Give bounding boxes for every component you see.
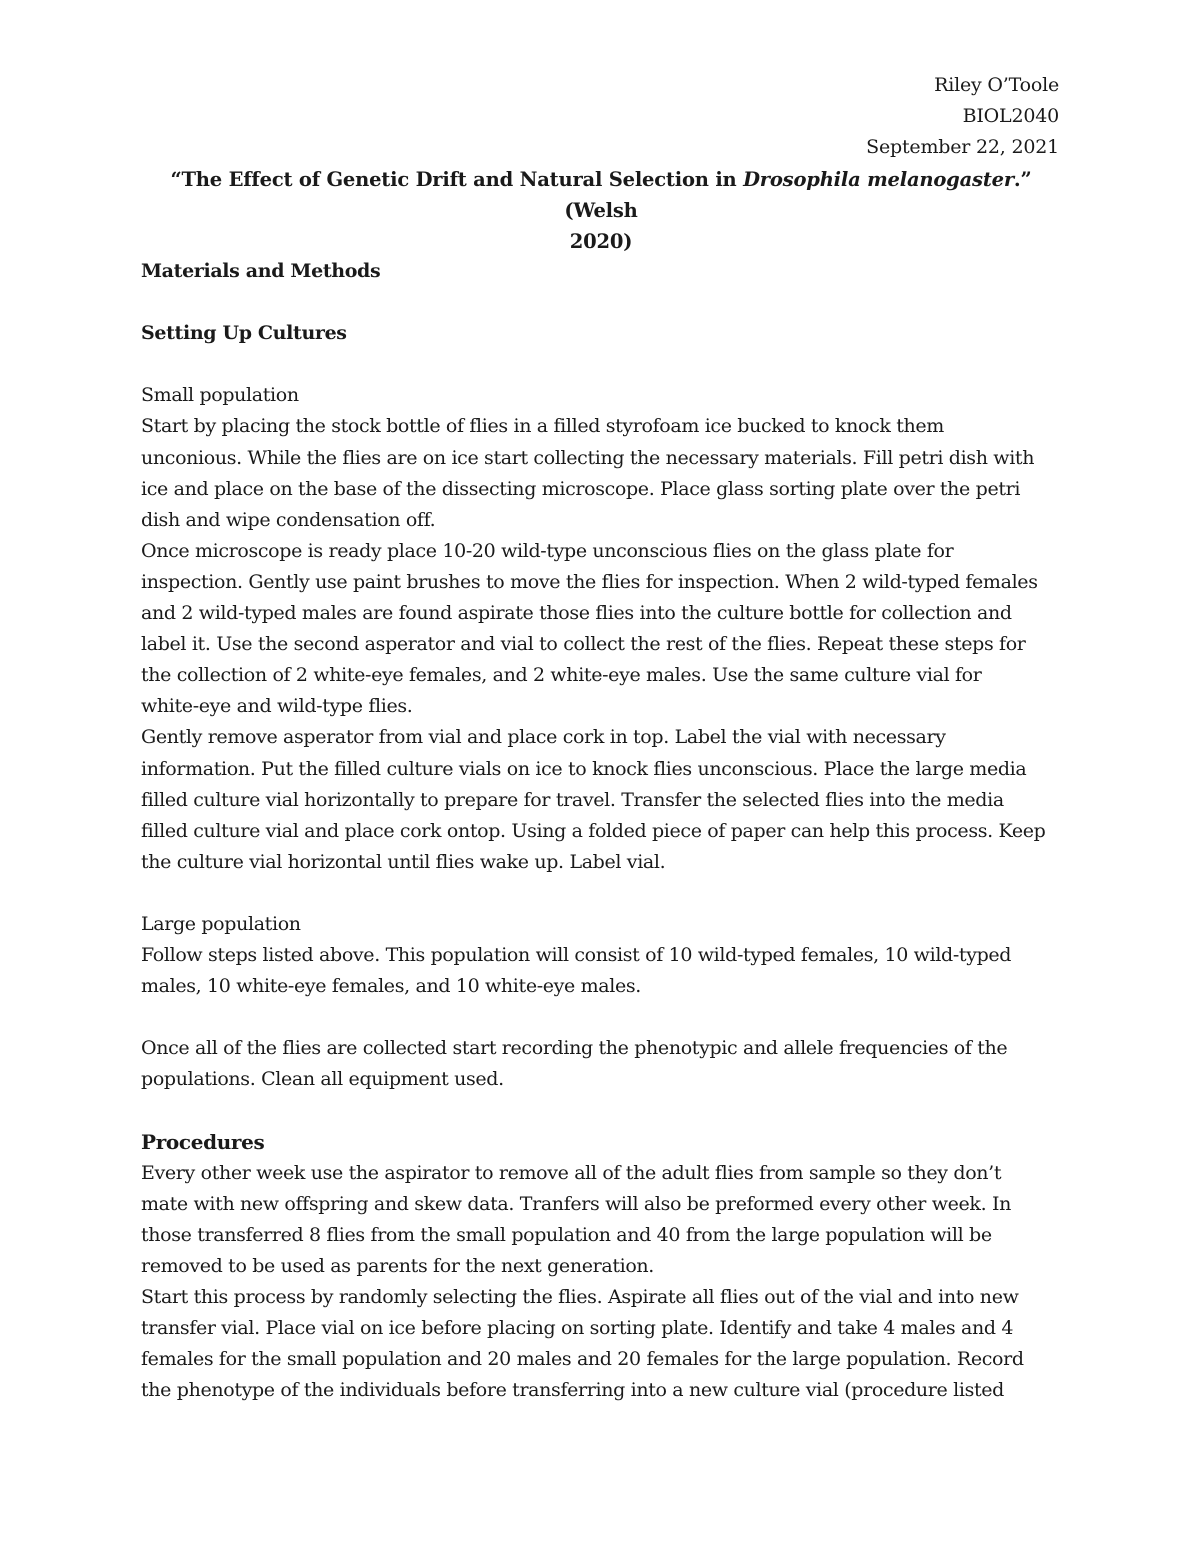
text-line: dish and wipe condensation off.: [141, 508, 436, 531]
title-species: Drosophila melanogaster: [743, 168, 1014, 191]
materials-methods-heading: Materials and Methods: [141, 260, 381, 282]
text-line: the collection of 2 white-eye females, and 2 white-eye males. Use the same culture vial for: [141, 664, 982, 687]
title-line1-post: .” (Welsh: [564, 168, 1032, 222]
text-line: and 2 wild-typed males are found aspirate those flies into the culture bottle for collection and: [141, 602, 1012, 625]
text-line: filled culture vial horizontally to prepare for travel. Transfer the selected flies into the media: [141, 788, 1004, 811]
small-population-text: [141, 411, 1066, 877]
text-line: Once microscope is ready place 10-20 wild-type unconscious flies on the glass plate for: [141, 539, 954, 562]
text-line: those transferred 8 flies from the small population and 40 from the large population will be: [141, 1223, 992, 1246]
document-body: [141, 256, 1066, 1406]
text-line: males, 10 white-eye females, and 10 white-eye males.: [141, 975, 641, 998]
text-line: Once all of the flies are collected start recording the phenotypic and allele frequencies of the: [141, 1037, 1008, 1060]
document-date: September 22, 2021: [866, 136, 1059, 158]
large-population-heading: Large population: [141, 912, 301, 935]
text-line: females for the small population and 20 males and 20 females for the large population. Record: [141, 1348, 1024, 1371]
small-population-heading: Small population: [141, 384, 299, 407]
text-line: information. Put the filled culture vials on ice to knock flies unconscious. Place the large media: [141, 757, 1027, 780]
title-line2: 2020): [569, 230, 633, 253]
text-line: Follow steps listed above. This population will consist of 10 wild-typed females, 10 wild-typed: [141, 944, 1012, 967]
text-line: the phenotype of the individuals before transferring into a new culture vial (procedure listed: [141, 1379, 1004, 1402]
text-line: Gently remove asperator from vial and place cork in top. Label the vial with necessary: [141, 726, 946, 749]
text-line: ice and place on the base of the dissecting microscope. Place glass sorting plate over the petri: [141, 477, 1021, 500]
text-line: Start by placing the stock bottle of flies in a filled styrofoam ice bucked to knock them: [141, 415, 944, 438]
text-line: mate with new offspring and skew data. Tranfers will also be preformed every other week. In: [141, 1192, 1012, 1215]
document-title: [142, 164, 1060, 257]
header-block: [866, 70, 1059, 163]
text-line: transfer vial. Place vial on ice before placing on sorting plate. Identify and take 4 males and 4: [141, 1317, 1014, 1340]
text-line: unconious. While the flies are on ice start collecting the necessary materials. Fill petri dish with: [141, 446, 1035, 469]
text-line: filled culture vial and place cork ontop. Using a folded piece of paper can help this process. Keep: [141, 819, 1046, 842]
title-line1-pre: “The Effect of Genetic Drift and Natural Selection in: [170, 168, 744, 191]
text-line: populations. Clean all equipment used.: [141, 1068, 504, 1091]
text-line: Every other week use the aspirator to remove all of the adult flies from sample so they don’t: [141, 1161, 1002, 1184]
text-line: Start this process by randomly selecting the flies. Aspirate all flies out of the vial and into new: [141, 1286, 1019, 1309]
author-name: Riley O’Toole: [934, 74, 1059, 96]
collection-note-text: [141, 1033, 1066, 1095]
course-code: BIOL2040: [962, 105, 1059, 127]
text-line: removed to be used as parents for the next generation.: [141, 1255, 654, 1277]
text-line: white-eye and wild-type flies.: [141, 695, 413, 718]
setting-up-heading: Setting Up Cultures: [141, 322, 347, 345]
large-population-text: [141, 940, 1066, 1002]
text-line: label it. Use the second asperator and vial to collect the rest of the flies. Repeat these steps for: [141, 633, 1026, 656]
text-line: the culture vial horizontal until flies wake up. Label vial.: [141, 850, 666, 873]
text-line: inspection. Gently use paint brushes to move the flies for inspection. When 2 wild-typed females: [141, 570, 1038, 593]
procedures-heading: Procedures: [141, 1129, 265, 1154]
procedures-text: [141, 1158, 1066, 1407]
